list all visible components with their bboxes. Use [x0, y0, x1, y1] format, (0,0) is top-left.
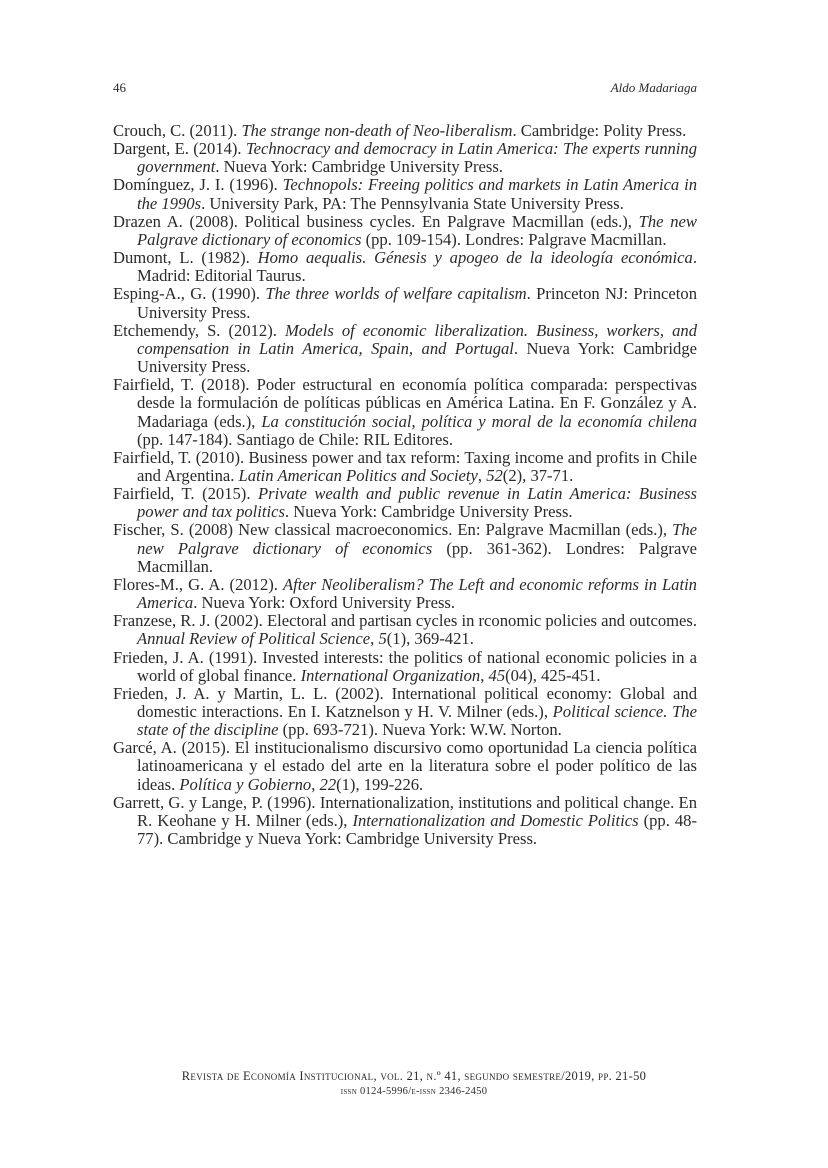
reference-text: . Princeton NJ: Princeton University Press.: [137, 284, 697, 322]
reference-entry: [113, 140, 697, 176]
reference-title: International Organization: [300, 665, 481, 685]
reference-entry: [113, 521, 697, 575]
reference-entry: [113, 739, 697, 793]
page-number: 46: [113, 80, 126, 95]
reference-title: 52: [486, 465, 503, 485]
reference-text: Dumont, L. (1982).: [113, 248, 258, 268]
reference-entry: [113, 794, 697, 848]
reference-title: The new Palgrave dictionary of economics: [137, 211, 697, 249]
reference-title: Models of economic liberalization. Business, workers, and compensation in Latin America, Spain, and Portugal: [137, 320, 697, 358]
running-header: [113, 80, 697, 96]
reference-entry: [113, 376, 697, 449]
reference-text: Etchemendy, S. (2012).: [113, 320, 285, 340]
reference-text: . Nueva York: Cambridge University Press.: [284, 502, 573, 522]
reference-text: (pp. 109-154). Londres: Palgrave Macmillan.: [361, 229, 667, 249]
reference-text: Flores-M., G. A. (2012).: [113, 574, 283, 594]
reference-text: Garcé, A. (2015). El institucionalismo discursivo como oportunidad La ciencia política latinoamericana y el estado del arte en la literatura sobre el poder político de las ideas.: [113, 738, 697, 794]
reference-text: ,: [480, 665, 489, 685]
reference-entry: [113, 213, 697, 249]
reference-text: Fairfield, T. (2015).: [113, 484, 258, 504]
reference-text: . Madrid: Editorial Taurus.: [137, 248, 697, 286]
reference-entry: [113, 285, 697, 321]
reference-text: Franzese, R. J. (2002). Electoral and partisan cycles in rconomic policies and outcomes.: [113, 611, 697, 631]
reference-entry: [113, 685, 697, 739]
reference-text: (1), 199-226.: [336, 774, 424, 794]
reference-text: (pp. 147-184). Santiago de Chile: RIL Editores.: [137, 429, 453, 449]
reference-text: . Nueva York: Oxford University Press.: [193, 593, 456, 613]
reference-entry: [113, 612, 697, 648]
reference-text: Dargent, E. (2014).: [113, 139, 246, 159]
issn-line: issn 0124-5996/e-issn 2346-2450: [340, 1086, 488, 1097]
reference-text: Drazen A. (2008). Political business cycles. En Palgrave Macmillan (eds.),: [113, 211, 639, 231]
reference-text: (04), 425-451.: [505, 665, 601, 685]
reference-entry: [113, 576, 697, 612]
reference-title: The strange non-death of Neo-liberalism: [241, 121, 513, 140]
reference-title: Private wealth and public revenue in Latin America: Business power and tax politics: [137, 484, 697, 522]
reference-list: [113, 122, 697, 848]
reference-text: Fairfield, T. (2010). Business power and tax reform: Taxing income and profits in Chile and Argentina.: [113, 447, 697, 485]
reference-entry: [113, 649, 697, 685]
reference-entry: [113, 485, 697, 521]
reference-title: Technocracy and democracy in Latin America: The experts running government: [137, 139, 697, 177]
reference-text: (pp. 361-362). Londres: Palgrave Macmillan.: [137, 538, 697, 576]
reference-entry: [113, 122, 697, 140]
reference-text: . University Park, PA: The Pennsylvania State University Press.: [201, 193, 624, 213]
reference-entry: [113, 322, 697, 376]
reference-text: Frieden, J. A. y Martin, L. L. (2002). International political economy: Global and domestic interactions. En I. Katznelson y H. V. Milner (eds.),: [113, 683, 697, 721]
page-footer: [0, 1068, 828, 1100]
reference-title: Annual Review of Political Science: [137, 629, 371, 649]
reference-title: Political science. The state of the discipline: [137, 702, 698, 740]
reference-text: . Nueva York: Cambridge University Press.: [137, 338, 697, 377]
reference-text: ,: [311, 774, 320, 794]
reference-text: Frieden, J. A. (1991). Invested interests: the politics of national economic policies in a world of global finance.: [113, 647, 697, 685]
running-author: Aldo Madariaga: [610, 80, 697, 95]
reference-text: (1), 369-421.: [386, 629, 474, 649]
reference-text: Esping-A., G. (1990).: [113, 284, 266, 304]
reference-text: (pp. 693-721). Nueva York: W.W. Norton.: [278, 720, 562, 740]
reference-title: The new Palgrave dictionary of economics: [137, 520, 697, 558]
reference-entry: [113, 249, 697, 285]
reference-text: Domínguez, J. I. (1996).: [113, 175, 283, 195]
reference-title: Technopols: Freeing politics and markets in Latin America in the 1990s: [137, 175, 697, 213]
reference-text: ,: [477, 465, 487, 485]
reference-text: (pp. 48-77). Cambridge y Nueva York: Cambridge University Press.: [137, 810, 697, 849]
reference-text: ,: [370, 629, 379, 649]
reference-title: Homo aequalis. Génesis y apogeo de la ideología económica: [257, 248, 693, 268]
reference-title: 45: [488, 665, 506, 685]
reference-title: La constitución social, política y moral de la economía chilena: [261, 411, 697, 431]
reference-title: Política y Gobierno: [179, 774, 312, 794]
reference-text: Garrett, G. y Lange, P. (1996). Internationalization, institutions and political change. En R. Keohane y H. Milner (eds.),: [113, 792, 697, 830]
reference-text: (2), 37-71.: [502, 465, 574, 485]
reference-title: 5: [378, 629, 387, 649]
reference-text: Fairfield, T. (2018). Poder estructural en economía política comparada: perspectivas desde la formulación de políticas públicas en América Latina. En F. González y A. Madariaga (eds.),: [113, 375, 697, 431]
reference-text: . Nueva York: Cambridge University Press.: [215, 157, 503, 177]
reference-text: Fischer, S. (2008) New classical macroeconomics. En: Palgrave Macmillan (eds.),: [113, 520, 673, 540]
reference-entry: [113, 449, 697, 485]
reference-title: Latin American Politics and Society: [238, 465, 478, 485]
reference-entry: [113, 176, 697, 212]
journal-citation: Revista de Economía Institucional, vol. 21, n.º 41, segundo semestre/2019, pp. 21-50: [181, 1069, 647, 1083]
reference-text: . Cambridge: Polity Press.: [512, 121, 687, 140]
reference-title: 22: [319, 774, 337, 794]
reference-title: The three worlds of welfare capitalism: [265, 284, 527, 304]
reference-title: After Neoliberalism? The Left and economic reforms in Latin America: [137, 574, 697, 613]
reference-text: Crouch, C. (2011).: [113, 121, 242, 140]
reference-title: Internationalization and Domestic Politics: [352, 810, 639, 830]
